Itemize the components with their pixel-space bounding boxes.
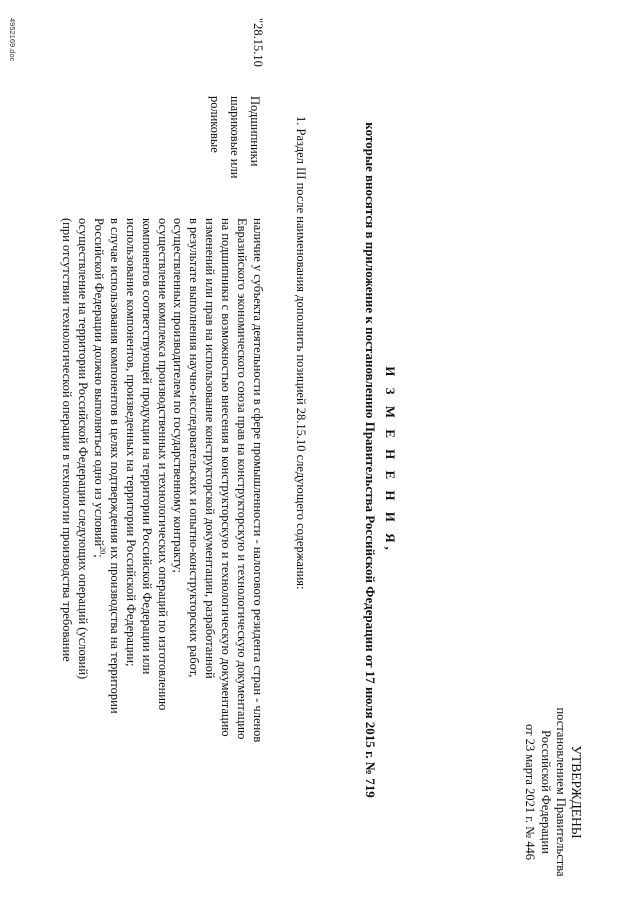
requirements-text: [58, 218, 265, 858]
approval-line: Российской Федерации: [539, 730, 553, 854]
requirement-line-with-footnote: [90, 218, 106, 858]
approval-heading: УТВЕРЖДЕНЫ: [569, 745, 584, 839]
requirement-line-text: Российской Федерации должно выполняться одно из условий: [91, 218, 106, 547]
requirement-line: на подшипники с возможностью внесения в конструкторскую и технологическую документацию: [219, 218, 234, 737]
section-paragraph: 1. Раздел III после наименования дополнить позицией 28.15.10 следующего содержания:: [294, 116, 308, 590]
requirement-line: осуществление на территории Российской Федерации следующих операций (условий): [76, 218, 91, 680]
approval-line: постановлением Правительства: [554, 707, 569, 877]
footnote-mark: 20: [98, 546, 108, 555]
approval-stamp: [522, 692, 584, 892]
requirement-line: компонентов соответствующей продукции на территории Российской Федерации или: [139, 218, 154, 675]
requirement-line: наличие у субъекта деятельности в сфере промышленности - налогового резидента стран - членов: [251, 218, 265, 743]
requirement-line: изменений или прав на использование конструкторской документации, разработанной: [203, 218, 218, 679]
requirement-line: осуществление комплекса производственных и технологических операций по изготовлению: [155, 218, 170, 711]
requirement-line: осуществленных производителем по государственному контракту;: [171, 218, 186, 573]
document-title: [362, 60, 398, 860]
requirement-line: в результате выполнения научно-исследовательских и опытно-конструкторских работ,: [187, 218, 202, 678]
title-main: И З М Е Н Е Н И Я,: [383, 366, 398, 554]
product-name: Подшипники шариковые или роликовые: [208, 96, 262, 179]
approval-date-number: от 23 марта 2021 г. № 446: [523, 724, 538, 860]
okpd-code: "28.15.10: [251, 18, 265, 67]
requirement-line: использование компонентов, произведенных на территории Российской Федерации;: [123, 218, 138, 667]
requirement-line: (при отсутствии технологической операции в технологии производства требование: [60, 218, 75, 662]
requirement-line: в случае использования компонентов в целях подтверждения их производства на территории: [107, 218, 122, 714]
file-reference: 4952169.doc: [8, 18, 17, 62]
punctuation: ;: [91, 554, 106, 558]
requirement-line: Евразийского экономического союза прав на конструкторскую и технологическую документацию: [235, 218, 250, 740]
title-subtitle: которые вносятся в приложение к постановлению Правительства Российской Федерации от 17 июля 2015 г. № 719: [363, 122, 379, 798]
